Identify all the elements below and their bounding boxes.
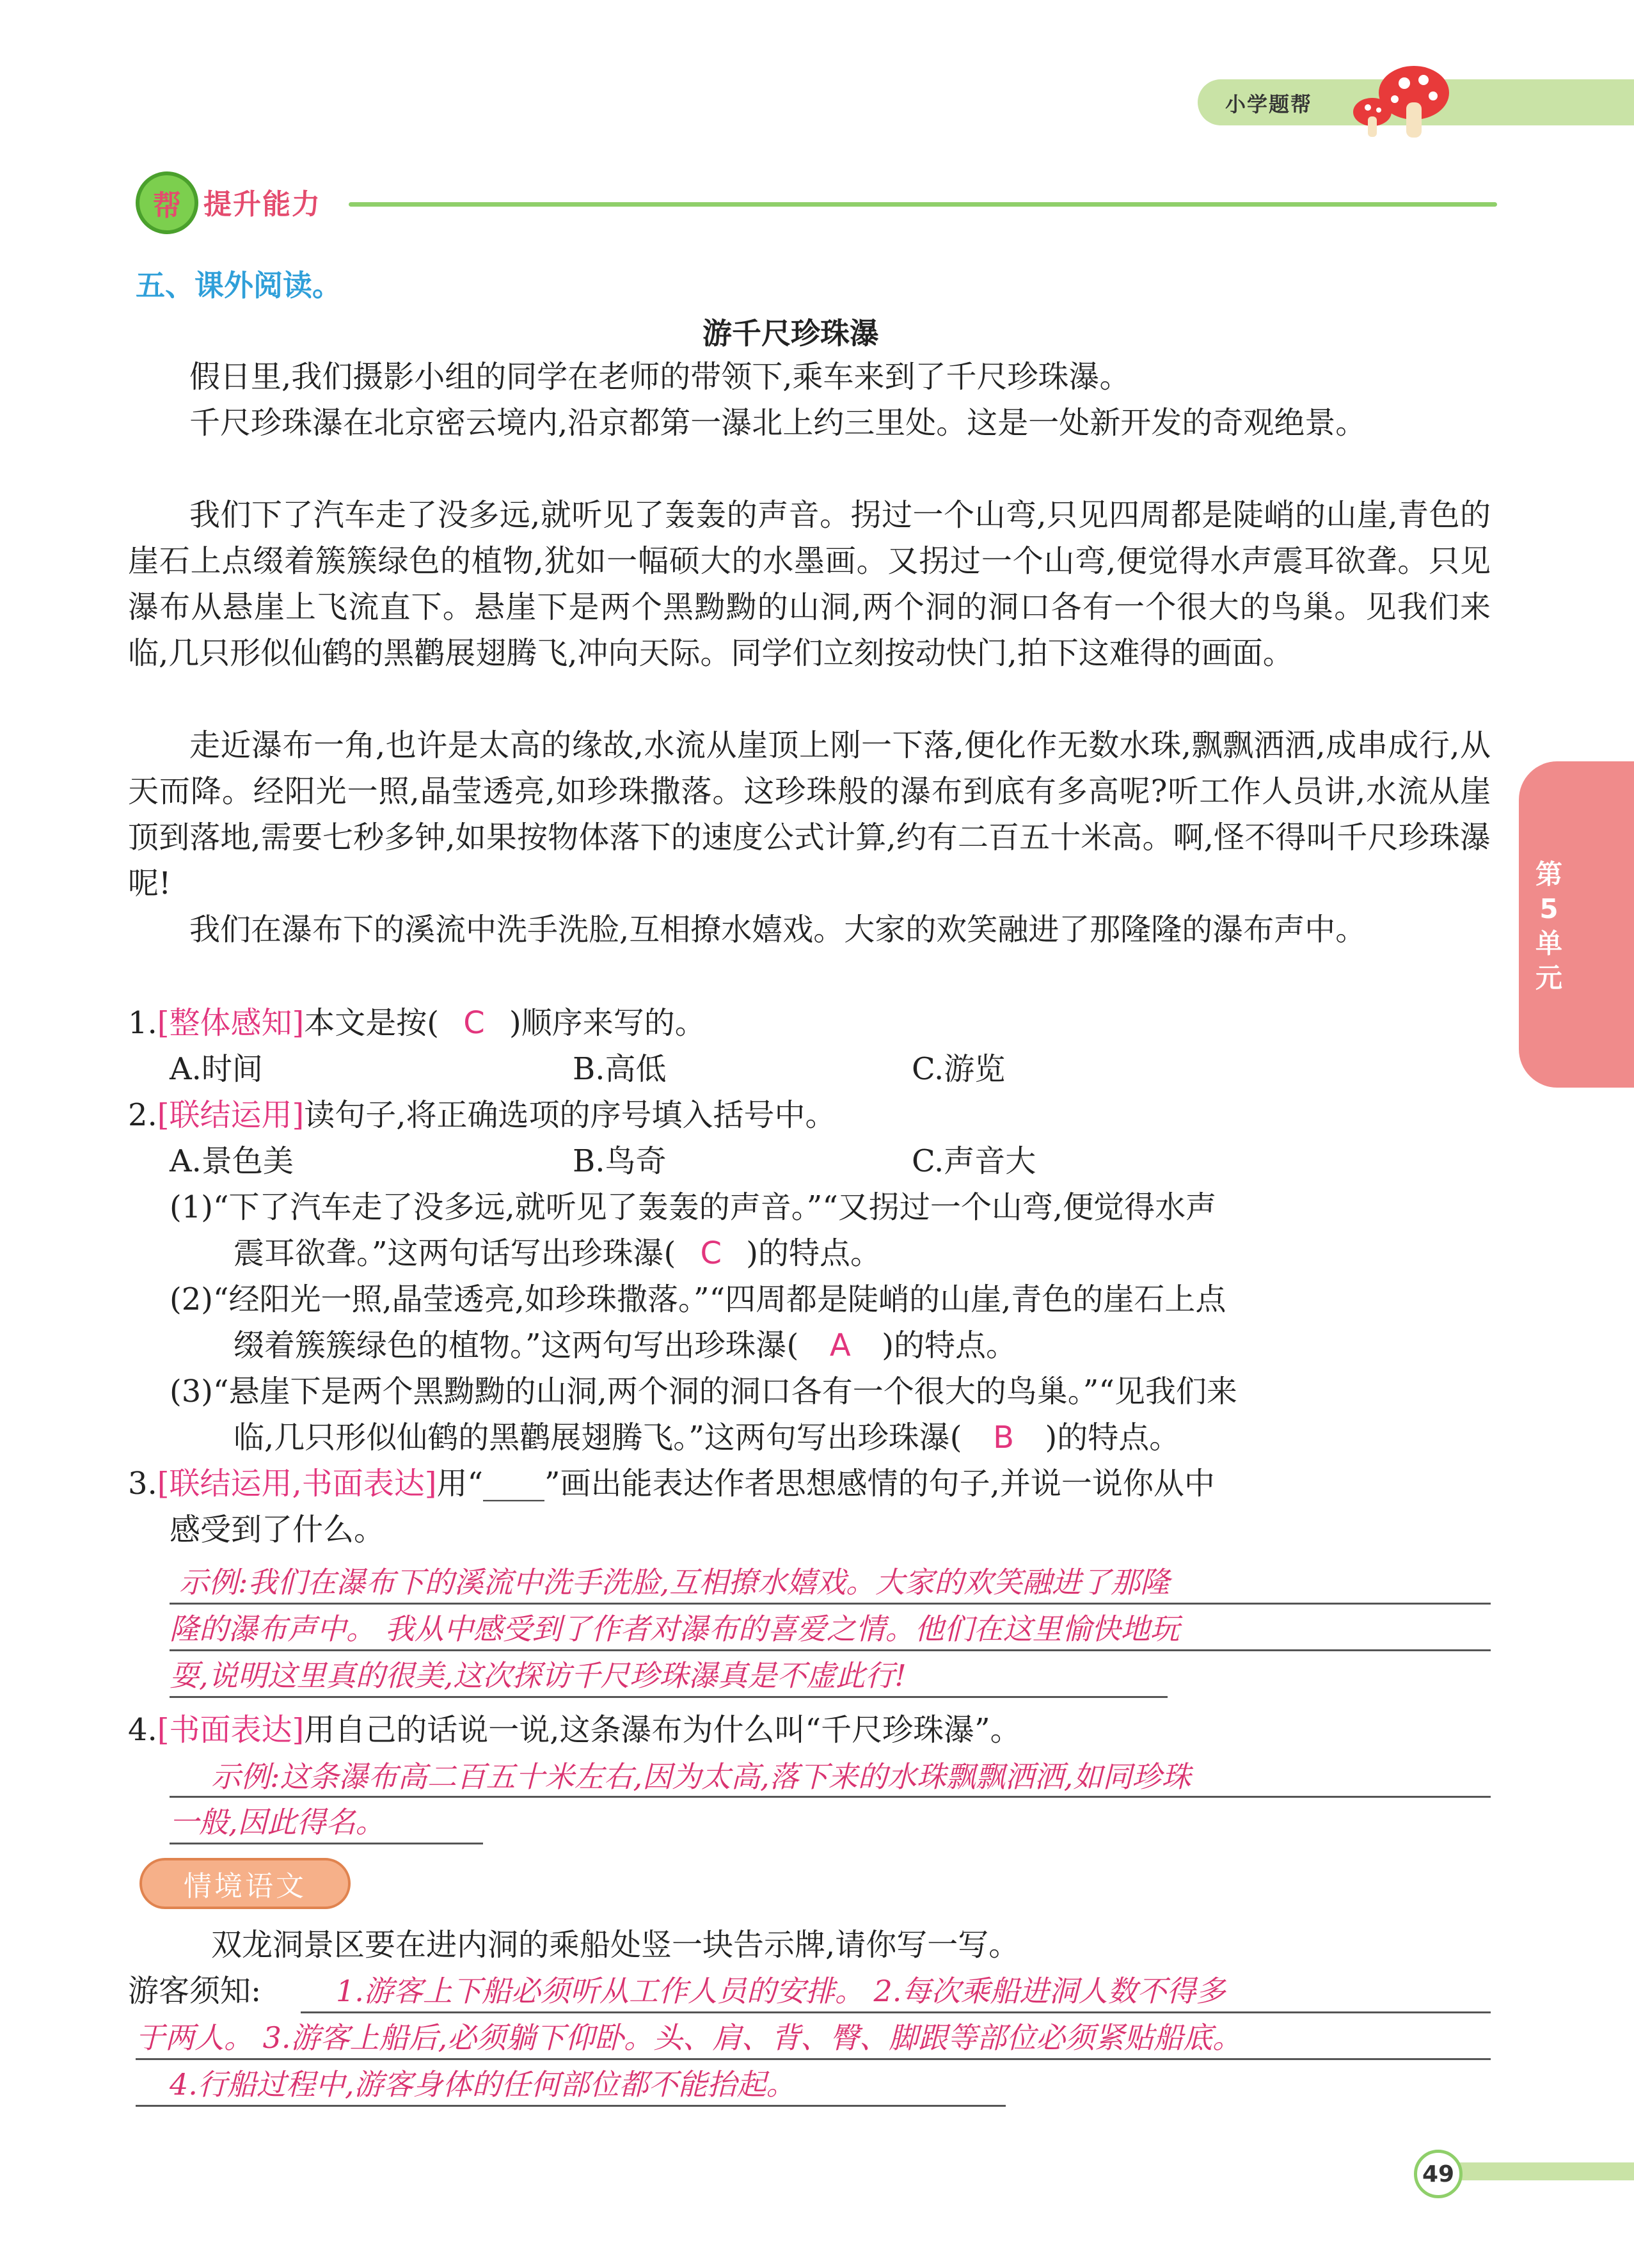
article-paragraph: 千尺珍珠瀑在北京密云境内,沿京都第一瀑北上约三里处。这是一处新开发的奇观绝景。: [189, 405, 1367, 441]
notice-label: 游客须知:: [128, 1973, 262, 2009]
subquestion-1-line2: [234, 1230, 881, 1276]
question-stem: 用“____”画出能表达作者思想感情的句子,并说一说你从中: [436, 1466, 1215, 1502]
writing-line: [136, 2058, 1491, 2060]
subquestion-text: )的特点。: [746, 1235, 882, 1271]
option-a: A.景色美: [170, 1143, 294, 1179]
subquestion-text: )的特点。: [882, 1328, 1017, 1363]
subquestion-2-line2: [234, 1322, 1017, 1368]
question-stem: 用自己的话说一说,这条瀑布为什么叫“千尺珍珠瀑”。: [304, 1712, 1021, 1748]
unit-label: 第5单元: [1535, 859, 1562, 994]
page-number: 49: [1414, 2150, 1463, 2198]
question-3-stem-line2: 感受到了什么。: [170, 1512, 385, 1548]
subquestion-3-line1: (3)“悬崖下是两个黑黝黝的山洞,两个洞的洞口各有一个很大的鸟巢。”“见我们来: [170, 1374, 1237, 1409]
subquestion-text: 震耳欲聋。”这两句话写出珍珠瀑(: [234, 1235, 676, 1271]
answer-line[interactable]: 耍,说明这里真的很美,这次探访千尺珍珠瀑真是不虚此行!: [170, 1658, 907, 1693]
writing-line: [170, 1796, 1491, 1798]
answer-line[interactable]: 1.游客上下船必须听从工作人员的安排。 2.每次乘船进洞人数不得多: [336, 1974, 1226, 2008]
article-title: 游千尺珍珠瀑: [702, 316, 879, 351]
brand-label: 小学题帮: [1225, 92, 1313, 116]
answer-line[interactable]: 于两人。 3.游客上船后,必须躺下仰卧。头、肩、背、臀、脚跟等部位必须紧贴船底。: [136, 2020, 1242, 2055]
banner-title: 提升能力: [203, 188, 321, 221]
question-stem: 读句子,将正确选项的序号填入括号中。: [304, 1097, 836, 1133]
context-prompt: 双龙洞景区要在进内洞的乘船处竖一块告示牌,请你写一写。: [211, 1927, 1020, 1963]
article-paragraph: 我们在瀑布下的溪流中洗手洗脸,互相撩水嬉戏。大家的欢笑融进了那隆隆的瀑布声中。: [189, 912, 1367, 948]
answer-blank[interactable]: C: [700, 1235, 722, 1271]
option-b: B.鸟奇: [573, 1143, 667, 1179]
question-number: 4.: [128, 1712, 157, 1748]
question-4: [128, 1707, 1021, 1753]
answer-line[interactable]: 一般,因此得名。: [170, 1805, 385, 1839]
option-c: C.游览: [912, 1051, 1006, 1087]
subquestion-text: 临,几只形似仙鹤的黑鹳展翅腾飞。”这两句写出珍珠瀑(: [234, 1420, 962, 1455]
writing-line: [170, 1696, 1168, 1698]
option-a: A.时间: [170, 1051, 263, 1087]
banner-divider: [349, 202, 1497, 207]
page-footer-bar: [1459, 2162, 1634, 2180]
subquestion-text: 缀着簇簇绿色的植物。”这两句写出珍珠瀑(: [234, 1328, 799, 1363]
subquestion-1-line1: (1)“下了汽车走了没多远,就听见了轰轰的声音。”“又拐过一个山弯,便觉得水声: [170, 1189, 1217, 1225]
answer-blank[interactable]: C: [463, 1005, 485, 1041]
writing-line: [170, 1843, 483, 1844]
option-b: B.高低: [573, 1051, 667, 1087]
writing-line: [136, 2105, 1006, 2107]
writing-line: [170, 1649, 1491, 1651]
subquestion-2-line1: (2)“经阳光一照,晶莹透亮,如珍珠撒落。”“四周都是陡峭的山崖,青色的崖石上点: [170, 1281, 1226, 1317]
question-stem: )顺序来写的。: [509, 1005, 706, 1041]
writing-line: [301, 2011, 1491, 2013]
answer-blank[interactable]: A: [829, 1328, 851, 1363]
question-tag: [联结运用,书面表达]: [157, 1466, 437, 1502]
section-title: 五、课外阅读。: [136, 268, 342, 303]
answer-line[interactable]: 4.行船过程中,游客身体的任何部位都不能抬起。: [170, 2067, 796, 2102]
article-paragraph: 我们下了汽车走了没多远,就听见了轰轰的声音。拐过一个山弯,只见四周都是陡峭的山崖,青色的崖石上点缀着簇簇绿色的植物,犹如一幅硕大的水墨画。又拐过一个山弯,便觉得水声震耳欲聋。只见瀑布从悬崖上飞流直下。悬崖下是两个黑黝黝的山洞,两个洞的洞口各有一个很大的鸟巢。见我们来临,几只形似仙鹤的黑鹳展翅腾飞,冲向天际。同学们立刻按动快门,拍下这难得的画面。: [128, 497, 1491, 671]
answer-line[interactable]: 隆的瀑布声中。 我从中感受到了作者对瀑布的喜爱之情。他们在这里愉快地玩: [170, 1612, 1180, 1646]
article-paragraph: 走近瀑布一角,也许是太高的缘故,水流从崖顶上刚一下落,便化作无数水珠,飘飘洒洒,成串成行,从天而降。经阳光一照,晶莹透亮,如珍珠撒落。这珍珠般的瀑布到底有多高呢?听工作人员讲,水流从崖顶到落地,需要七秒多钟,如果按物体落下的速度公式计算,约有二百五十米高。啊,怪不得叫千尺珍珠瀑呢!: [128, 727, 1491, 901]
question-1: [128, 1000, 706, 1046]
context-badge: 情境语文: [139, 1858, 351, 1909]
question-tag: [整体感知]: [157, 1005, 305, 1041]
answer-line[interactable]: 示例:这条瀑布高二百五十米左右,因为太高,落下来的水珠飘飘洒洒,如同珍珠: [211, 1759, 1191, 1794]
subquestion-text: )的特点。: [1045, 1420, 1180, 1455]
mushroom-icon: [1344, 58, 1459, 141]
question-2: [128, 1092, 836, 1138]
writing-line: [170, 1603, 1491, 1605]
question-number: 2.: [128, 1097, 157, 1133]
section-badge: 帮: [136, 171, 198, 234]
answer-blank[interactable]: B: [993, 1420, 1014, 1455]
question-number: 1.: [128, 1005, 157, 1041]
question-tag: [联结运用]: [157, 1097, 305, 1133]
option-c: C.声音大: [912, 1143, 1036, 1179]
question-number: 3.: [128, 1466, 157, 1502]
question-3: [128, 1461, 1215, 1507]
subquestion-3-line2: [234, 1415, 1180, 1461]
question-tag: [书面表达]: [157, 1712, 305, 1748]
article-paragraph: 假日里,我们摄影小组的同学在老师的带领下,乘车来到了千尺珍珠瀑。: [189, 359, 1130, 395]
answer-line[interactable]: 示例:我们在瀑布下的溪流中洗手洗脸,互相撩水嬉戏。大家的欢笑融进了那隆: [179, 1565, 1170, 1599]
question-stem: 本文是按(: [304, 1005, 439, 1041]
